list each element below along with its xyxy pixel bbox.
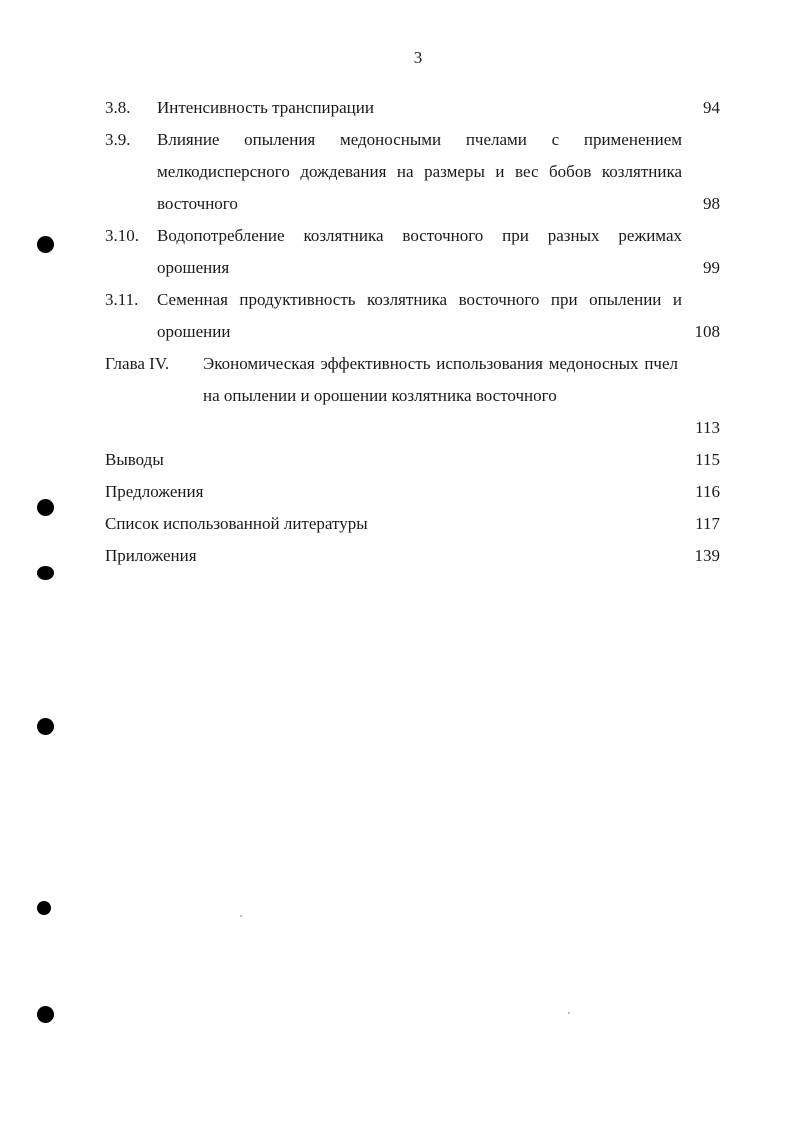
toc-entry-page: 116 — [695, 482, 720, 501]
toc-entry-page: 139 — [694, 546, 720, 565]
toc-entry-title: Список использованной литературы — [105, 514, 368, 533]
toc-entry-3-9 — [105, 124, 720, 220]
toc-entry-appendices — [105, 540, 720, 572]
toc-entry-3-11 — [105, 284, 720, 348]
toc-entry-page: 108 — [694, 322, 720, 341]
scan-speck — [568, 1012, 570, 1014]
page-number: 3 — [413, 48, 423, 67]
toc-entry-chapter-4 — [105, 348, 720, 444]
scan-speck — [240, 915, 242, 917]
toc-entry-number: 3.8. — [105, 98, 131, 117]
toc-entry-title: Выводы — [105, 450, 164, 469]
binder-hole — [37, 901, 51, 915]
toc-entry-conclusions — [105, 444, 720, 476]
binder-hole — [37, 566, 54, 580]
toc-entry-number: Глава IV. — [105, 354, 170, 373]
toc-entry-title: Влияние опыления медоносными пчелами с применением мелкодисперсного дождевания на размеры и вес бобов козлятника восточного — [157, 130, 682, 213]
toc-entry-3-10 — [105, 220, 720, 284]
toc-entry-proposals — [105, 476, 720, 508]
table-of-contents — [105, 92, 720, 572]
toc-entry-number: 3.11. — [105, 290, 139, 309]
toc-entry-title: Водопотребление козлятника восточного при разных режимах орошения — [157, 226, 682, 277]
toc-entry-number: 3.9. — [105, 130, 131, 149]
toc-entry-title: Экономическая эффективность использования медоносных пчел на опылении и орошении козлятника восточного — [203, 354, 678, 405]
binder-hole — [37, 1006, 54, 1023]
toc-entry-page: 94 — [703, 98, 720, 117]
toc-entry-page: 115 — [695, 450, 720, 469]
binder-hole — [37, 718, 54, 735]
toc-entry-3-8 — [105, 92, 720, 124]
toc-entry-title: Семенная продуктивность козлятника восточного при опылении и орошении — [157, 290, 682, 341]
toc-entry-page: 113 — [695, 418, 720, 437]
toc-entry-number: 3.10. — [105, 226, 139, 245]
toc-entry-page: 98 — [703, 194, 720, 213]
toc-entry-title: Приложения — [105, 546, 197, 565]
binder-hole — [37, 236, 54, 253]
binder-hole — [37, 499, 54, 516]
toc-entry-title: Предложения — [105, 482, 204, 501]
toc-entry-page: 117 — [695, 514, 720, 533]
toc-entry-page: 99 — [703, 258, 720, 277]
toc-entry-title: Интенсивность транспирации — [157, 98, 374, 117]
toc-entry-references — [105, 508, 720, 540]
